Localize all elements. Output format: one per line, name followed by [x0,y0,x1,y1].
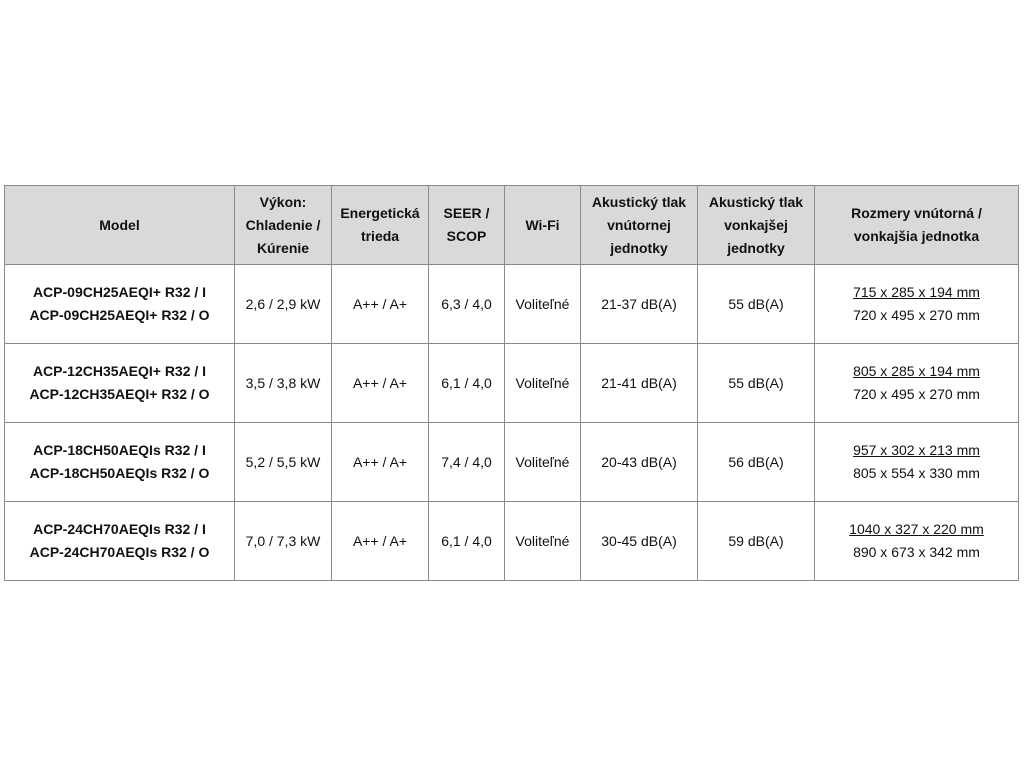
header-dimensions: Rozmery vnútorná / vonkajšia jednotka [815,186,1019,265]
cell-dimensions [815,502,1019,581]
cell-noise-outdoor: 59 dB(A) [698,502,815,581]
table-row [5,502,1019,581]
cell-dimensions [815,344,1019,423]
cell-noise-indoor: 20-43 dB(A) [581,423,698,502]
cell-power: 2,6 / 2,9 kW [235,265,332,344]
header-noise-outdoor: Akustický tlak vonkajšej jednotky [698,186,815,265]
cell-model: ACP-24CH70AEQIs R32 / I ACP-24CH70AEQIs R32 / O [5,502,235,581]
cell-wifi: Voliteľné [505,344,581,423]
cell-power: 7,0 / 7,3 kW [235,502,332,581]
cell-seer-scop: 7,4 / 4,0 [429,423,505,502]
cell-model: ACP-18CH50AEQIs R32 / I ACP-18CH50AEQIs R32 / O [5,423,235,502]
cell-power: 3,5 / 3,8 kW [235,344,332,423]
header-wifi: Wi-Fi [505,186,581,265]
cell-dimensions [815,265,1019,344]
cell-seer-scop: 6,1 / 4,0 [429,502,505,581]
cell-wifi: Voliteľné [505,423,581,502]
header-power: Výkon: Chladenie / Kúrenie [235,186,332,265]
dims-indoor: 957 x 302 x 213 mm [853,442,980,458]
cell-noise-indoor: 21-37 dB(A) [581,265,698,344]
dims-indoor: 805 x 285 x 194 mm [853,363,980,379]
cell-noise-indoor: 21-41 dB(A) [581,344,698,423]
header-seer-scop: SEER / SCOP [429,186,505,265]
header-noise-indoor: Akustický tlak vnútornej jednotky [581,186,698,265]
dims-outdoor: 890 x 673 x 342 mm [853,544,980,560]
cell-energy-class: A++ / A+ [332,423,429,502]
cell-seer-scop: 6,3 / 4,0 [429,265,505,344]
header-model: Model [5,186,235,265]
table-row [5,344,1019,423]
dims-outdoor: 805 x 554 x 330 mm [853,465,980,481]
cell-noise-outdoor: 55 dB(A) [698,265,815,344]
cell-noise-indoor: 30-45 dB(A) [581,502,698,581]
cell-power: 5,2 / 5,5 kW [235,423,332,502]
table-row [5,265,1019,344]
table-row [5,423,1019,502]
dims-outdoor: 720 x 495 x 270 mm [853,307,980,323]
cell-seer-scop: 6,1 / 4,0 [429,344,505,423]
cell-energy-class: A++ / A+ [332,265,429,344]
cell-energy-class: A++ / A+ [332,344,429,423]
spec-table [4,185,1019,581]
cell-dimensions [815,423,1019,502]
dims-outdoor: 720 x 495 x 270 mm [853,386,980,402]
cell-noise-outdoor: 55 dB(A) [698,344,815,423]
cell-model: ACP-12CH35AEQI+ R32 / I ACP-12CH35AEQI+ R32 / O [5,344,235,423]
header-row [5,186,1019,265]
cell-wifi: Voliteľné [505,502,581,581]
dims-indoor: 1040 x 327 x 220 mm [849,521,984,537]
cell-noise-outdoor: 56 dB(A) [698,423,815,502]
cell-wifi: Voliteľné [505,265,581,344]
header-energy-class: Energetická trieda [332,186,429,265]
dims-indoor: 715 x 285 x 194 mm [853,284,980,300]
cell-model: ACP-09CH25AEQI+ R32 / I ACP-09CH25AEQI+ R32 / O [5,265,235,344]
cell-energy-class: A++ / A+ [332,502,429,581]
